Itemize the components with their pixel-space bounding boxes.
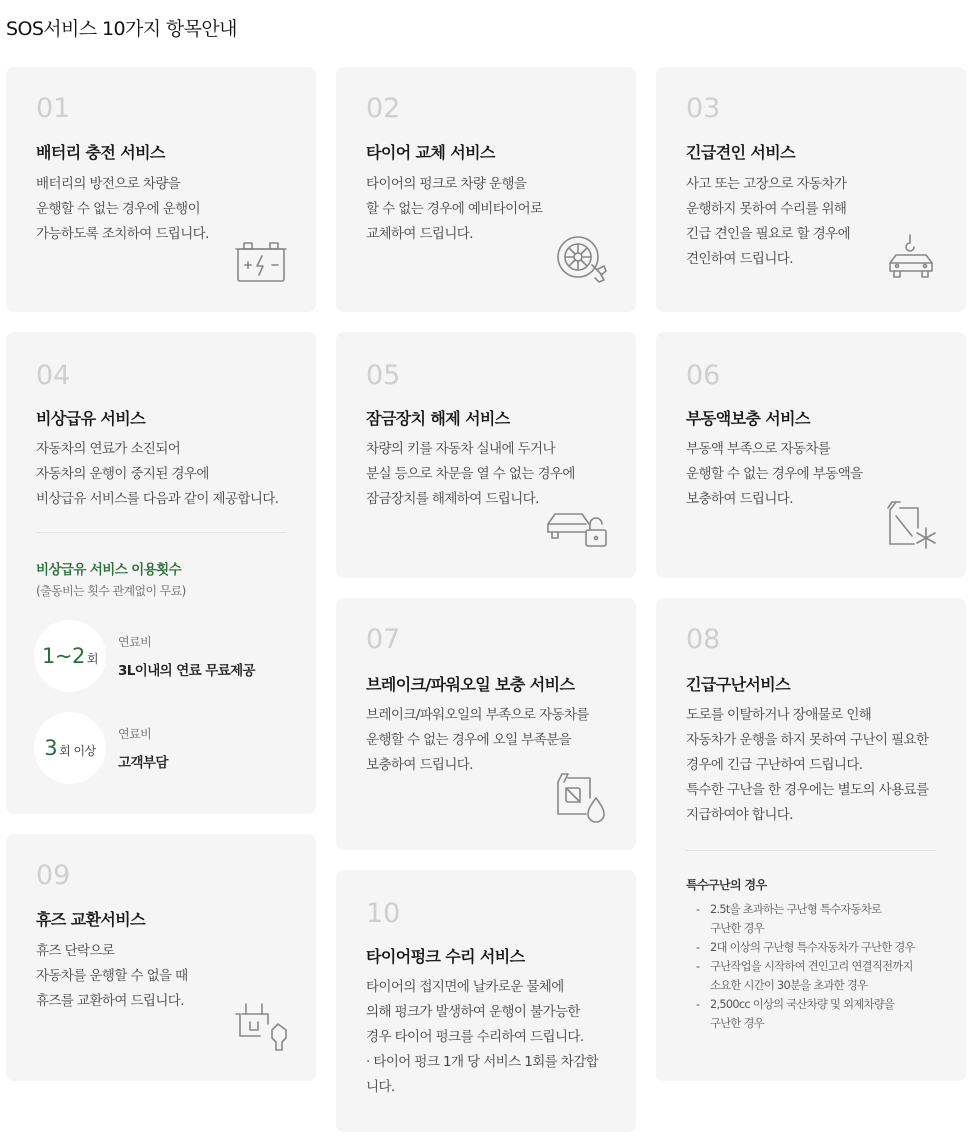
service-description: 자동차의 연료가 소진되어 자동차의 운행이 중지된 경우에 비상급유 서비스를 다음과 같이 제공합니다. [36,441,279,507]
service-card-10 [336,870,636,1132]
service-card-04 [6,332,316,814]
battery-icon [234,239,288,285]
service-number: 06 [686,360,721,391]
service-description: 부동액 부족으로 자동차를 운행할 수 없는 경우에 부동액을 보충하여 드립니다. [686,441,863,507]
service-number: 05 [366,360,401,391]
service-title: 잠금장치 해제 서비스 [366,409,510,428]
service-card-06 [656,332,966,578]
special-rescue-title: 특수구난의 경우 [686,878,767,892]
fuel-usage-title: 비상급유 서비스 이용횟수 [36,562,182,578]
service-card-07 [336,598,636,850]
service-title: 타이어 교체 서비스 [366,143,495,162]
service-title: 부동액보충 서비스 [686,409,810,428]
service-description: 휴즈 단락으로 자동차를 운행할 수 없을 때 휴즈를 교환하여 드립니다. [36,943,188,1009]
service-number: 07 [366,624,401,655]
service-description: 도로를 이탈하거나 장애물로 인해 자동차가 운행을 하지 못하여 구난이 필요한 경우에 긴급 구난하여 드립니다. 특수한 구난을 한 경우에는 별도의 사용료를 지급하여야 합니다. [686,707,929,823]
fee-value: 고객부담 [118,755,168,771]
antifreeze-icon [882,498,940,550]
service-number: 09 [36,860,71,891]
list-item: - 2,500cc 이상의 국산차량 및 외제차량을 구난한 경우 [696,995,946,1033]
fuse-wrench-icon [232,1000,288,1052]
service-description: 타이어의 펑크로 차량 운행을 할 수 없는 경우에 예비타이어로 교체하여 드립니다. [366,176,543,242]
fee-label: 연료비 [118,727,152,741]
list-item: - 구난작업을 시작하여 견인고리 연결직전까지 소요한 시간이 30분을 초과한 경우 [696,957,946,995]
fee-value: 3L이내의 연료 무료제공 [118,663,255,679]
service-card-08 [656,598,966,1081]
tire-wrench-icon [554,233,608,285]
service-description: 타이어의 접지면에 날카로운 물체에 의해 펑크가 발생하여 운행이 불가능한 경우 타이어 펑크를 수리하여 드립니다. · 타이어 펑크 1개 당 서비스 1회를 차감합 니다. [366,979,599,1095]
service-number: 04 [36,360,71,391]
fuel-tier-badge [34,620,106,692]
fuel-tier-unit: 회 이상 [59,744,96,758]
service-description: 사고 또는 고장으로 자동차가 운행하지 못하여 수리를 위해 긴급 견인을 필요로 할 경우에 견인하여 드립니다. [686,176,851,267]
service-description: 차량의 키를 자동차 실내에 두거나 분실 등으로 차문을 열 수 없는 경우에 잠금장치를 해제하여 드립니다. [366,441,575,507]
service-description: 브레이크/파워오일의 부족으로 자동차를 운행할 수 없는 경우에 오일 부족분을 보충하여 드립니다. [366,707,589,773]
service-card-09 [6,834,316,1081]
tow-car-icon [886,233,940,285]
fuel-tier-count: 3 [44,736,58,760]
service-number: 10 [366,898,401,929]
service-title: 긴급구난서비스 [686,675,790,694]
fuel-usage-note: (출동비는 횟수 관계없이 무료) [36,584,186,598]
fuel-tier-count: 1~2 [42,644,85,668]
fee-label: 연료비 [118,635,152,649]
fuel-tier-badge [34,712,106,784]
fuel-tier-unit: 회 [86,652,98,666]
list-item: - 2.5t을 초과하는 구난형 특수자동차로 구난한 경우 [696,900,946,938]
oil-can-icon [554,770,610,824]
divider [36,532,286,533]
service-title: 휴즈 교환서비스 [36,910,145,929]
car-unlock-icon [546,502,608,550]
service-title: 긴급견인 서비스 [686,143,795,162]
list-item: - 2대 이상의 구난형 특수자동차가 구난한 경우 [696,938,946,957]
service-description: 배터리의 방전으로 차량을 운행할 수 없는 경우에 운행이 가능하도록 조치하여 드립니다. [36,176,209,242]
service-number: 08 [686,624,721,655]
service-card-02 [336,67,636,312]
service-number: 01 [36,93,71,124]
service-title: 비상급유 서비스 [36,409,145,428]
service-card-03 [656,67,966,312]
page-title: SOS서비스 10가지 항목안내 [6,18,237,40]
service-card-05 [336,332,636,578]
service-title: 브레이크/파워오일 보충 서비스 [366,675,575,694]
divider [686,850,936,851]
service-card-01 [6,67,316,312]
service-number: 03 [686,93,721,124]
service-number: 02 [366,93,401,124]
special-rescue-list [696,900,946,1033]
service-title: 타이어펑크 수리 서비스 [366,947,525,966]
service-title: 배터리 충전 서비스 [36,143,165,162]
